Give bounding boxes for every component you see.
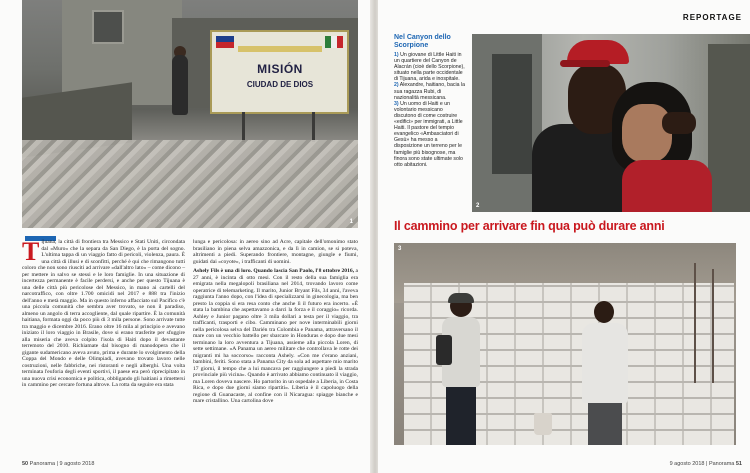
photo-captions: [394, 34, 466, 168]
photo-number: 2: [476, 203, 480, 209]
sign-post: [312, 112, 315, 142]
headline: Il cammino per arrivare fin qua può durare anni: [394, 219, 665, 233]
caption-item: 1) Un giovane di Little Haiti in un quartiere del Canyon de Alacrán (cioè dello Scorpione), situato nella parte occidentale di Tijuana, arida e inospitale.: [394, 52, 465, 83]
photo-man-haitian: [442, 295, 478, 445]
page-number: 51: [735, 461, 742, 467]
photo-hand: [662, 112, 696, 134]
folio-right: 9 agosto 2018 | Panorama 51: [669, 461, 742, 467]
photo-bucket: [534, 413, 552, 435]
left-page: [0, 0, 372, 473]
caption-item: 3) Un uomo di Haiti e un volontario messicano discutono di come costruire «edifici» per immigrati, a Little Haiti. Il pastore del tempio evangelico «Ambasciatori di Gesù» ha messo a disposizione un terreno per le famiglie più bisognose, ma finora sono state ultimate solo otto abitazioni.: [394, 100, 463, 168]
article-column-1: [22, 239, 185, 389]
section-label: REPORTAGE: [682, 13, 742, 22]
caption-title: Nel Canyon dello Scorpione: [394, 34, 451, 49]
mexico-flag-icon: [325, 36, 343, 48]
page-number: 50: [22, 461, 29, 467]
photo-number: 1: [349, 219, 353, 225]
article-text: lunga e pericolosa: in aereo sino ad Acre, capitale dell'omonimo stato brasiliano in piena selva amazzonica, e da lì in camion, se si poteva, altrimenti a piedi. Superando frontiere, montagne, giungle e fiumi, guidati dai «coyote», i trafficanti di uomini.: [193, 239, 358, 265]
magazine-name: Panorama: [29, 461, 56, 467]
photo-couple: [472, 34, 750, 212]
caption-item: 2) Alexandre, haitiano, bacia la sua ragazza Rubi, di nazionalità messicana.: [394, 82, 465, 101]
issue-date: 9 agosto 2018: [669, 461, 705, 467]
photo-rebar: [712, 269, 714, 383]
sign-post: [242, 112, 245, 142]
article-text: a 27 anni, è incinta di otto mesi. Con il resto della sua famiglia era emigrata nella megalopoli brasiliana nel 2014, trovando lavoro come operatrice di telemarketing. Il marito, Junior Bryant Fils, 34 anni, l'aveva raggiunta l'anno dopo, con l'idea di specializzarsi in ginecologia, ma ben presto la coppia si era resa conto che anche lì il futuro era incerto. «È stata la bambina che aspettavamo a darci la forza e il coraggio» ricorda. Ashley e Junior pagano oltre 3 mila dollari a testa per il viaggio, tra trafficanti, trasporti e cibo. Camminano per nove interminabili giorni nella pericolosa selva del Darién tra Colombia e Panama, attraversano il mare con un vecchio battello per sbarcare in Honduras e dopo due mesi terminano la loro avventura a Tijuana, assieme alla piccola Loren, di sette settimane. «A Panama un aereo militare che controllava le rotte dei migranti mi ha soccorso» racconta Ashely. «Con me c'erano anziani, bambini, feriti. Sono stata a Panama City da sola ad aspettare mio marito 17 giorni, il tempo che a lui mancava per raggiungere a piedi la strada provinciale più vicina». Quando è arrivato abbiamo continuato il viaggio, ma Loren doveva nascere. Ho partorito in un ospedale a Liberia, in Costa Rica, e dopo due giorni siamo ripartiti». Liberia è il capoluogo della regione di Guanacaste, al confine con il Nicaragua: spiagge bianche e mare cristallino. Una cartolina dove: [193, 268, 358, 404]
sign-title: MISIÓN: [257, 62, 303, 76]
photo-building: [708, 44, 750, 212]
dropcap: T: [22, 237, 40, 266]
sign-subtitle: CIUDAD DE DIOS: [246, 80, 314, 89]
article-text: ijuana, la città di frontiera tra Messico e Stati Uniti, circondata dal «Muro» che la separa da San Diego, è la porta del sogno. L'ultima tappa di un viaggio fatto di pericoli, violenza, paura. È una città di illusi e di sconfitti, perché è qui che rimangono tutti coloro che non sono riusciti ad arrivare «dall'altro lato» – come dicono – per mettere in salvo se stessi e le loro famiglie. In una situazione di incertezza permanente è facile perdersi, e anche per questo Tijuana è una delle città più pericolose del Messico, in mano ai cartelli del narcotraffico, con oltre 1.700 omicidi nel 2017 e 888 tra l'inizio dell'anno e metà maggio. Ma in questo inferno affacciato sul Pacifico c'è una piccola comunità che sembra aver trovato, se non il paradiso, almeno un angolo di terra accogliente, dal quale ripartire. È la comunità haitiana, formata oggi da poco più di 3 mila persone. Sono arrivate tutte tra maggio e dicembre 2016. Erano oltre 16 mila al principio e avevano iniziato il loro viaggio in Brasile, dove si erano trasferite per sfuggire alla miseria che aveva colpito l'isola di Haiti dopo il devastante terremoto del 2010. Richiamate dal bisogno di manodopera che il gigante sudamericano aveva avuto, prima e durante lo svolgimento della Coppa del Mondo e delle Olimpiadi, avevano trovato lavoro nelle costruzioni, nelle fabbriche, nei ristoranti e negli alberghi. Una volta terminata l'euforia degli eventi sportivi, il paese era però riprecipitato in una nuova crisi economica e politica, obbligando gli haitiani a rimettersi in cammino per cercare fortuna altrove. La rotta da seguire era stata: [22, 239, 185, 388]
red-cap-brim: [560, 60, 610, 67]
photo-haiti-mission-sign: [22, 0, 358, 228]
photo-window: [92, 10, 124, 44]
article-column-2: [193, 239, 358, 405]
haiti-flag-icon: [216, 36, 234, 48]
issue-date: 9 agosto 2018: [59, 461, 95, 467]
photo-construction: [394, 243, 736, 445]
photo-woman-face: [622, 104, 672, 162]
folio-left: 50 Panorama | 9 agosto 2018: [22, 461, 95, 467]
photo-rebar: [694, 263, 696, 383]
magazine-name: Panorama: [708, 461, 735, 467]
photo-doorway: [492, 54, 532, 174]
photo-rubble: [22, 140, 358, 228]
article-lead: Ashely Fils è una di loro. Quando lascia San Paolo, l'8 ottobre 2016,: [193, 268, 355, 274]
right-page: [378, 0, 750, 473]
photo-number: 3: [398, 246, 402, 252]
photo-man-volunteer: [582, 301, 626, 445]
photo-person: [172, 55, 188, 115]
photo-woman: [622, 160, 712, 212]
mission-sign: [210, 30, 349, 114]
sign-banner: [238, 46, 322, 52]
